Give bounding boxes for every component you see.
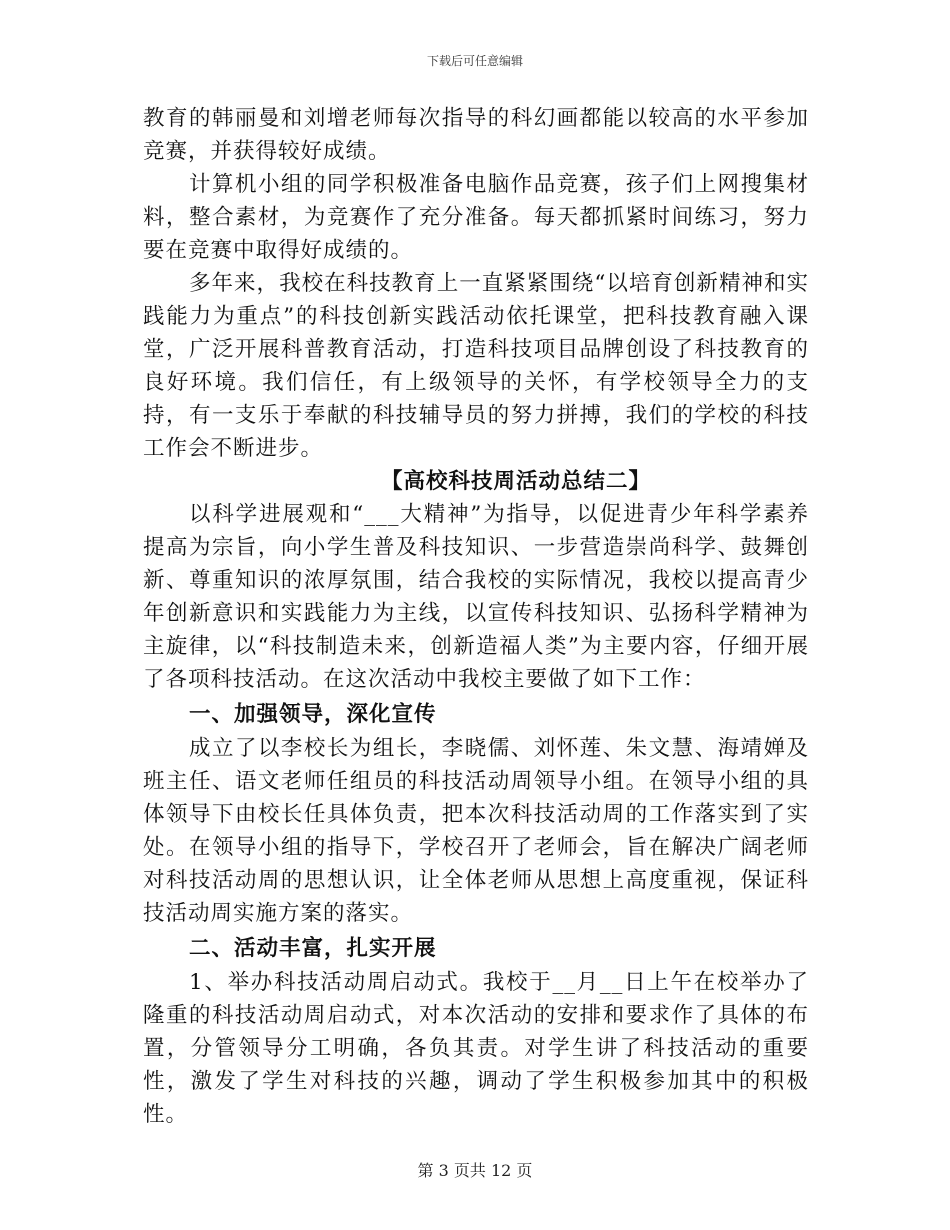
heading-activities: 二、活动丰富，扎实开展 [189, 936, 437, 961]
page-header-note: 下载后可任意编辑 [426, 54, 523, 68]
paragraph-continuation: 教育的韩丽曼和刘增老师每次指导的科幻画都能以较高的水平参加竞赛，并获得较好成绩。 [143, 106, 809, 164]
paragraph-summary: 多年来，我校在科技教育上一直紧紧围绕“以培育创新精神和实践能力为重点”的科技创新实践活动依托课堂，把科技教育融入课堂，广泛开展科普教育活动，打造科技项目品牌创设了科技教育的良好环境。我们信任，有上级领导的关怀，有学校领导全力的支持，有一支乐于奉献的科技辅导员的努力拼搏，我们的学校的科技工作会不断进步。 [143, 271, 809, 461]
page-number-footer: 第 3 页共 12 页 [417, 1161, 533, 1180]
heading-leadership: 一、加强领导，深化宣传 [189, 702, 437, 727]
paragraph-intro: 以科学进展观和“___大精神”为指导，以促进青少年科学素养提高为宗旨，向小学生普及科技知识、一步营造崇尚科学、鼓舞创新、尊重知识的浓厚氛围，结合我校的实际情况，我校以提高青少年创新意识和实践能力为主线，以宣传科技知识、弘扬科学精神为主旋律，以“科技制造未来，创新造福人类”为主要内容，仔细开展了各项科技活动。在这次活动中我校主要做了如下工作： [143, 502, 809, 692]
paragraph-computer-group: 计算机小组的同学积极准备电脑作品竞赛，孩子们上网搜集材料，整合素材，为竞赛作了充分准备。每天都抓紧时间练习，努力要在竞赛中取得好成绩的。 [143, 172, 809, 263]
document-body [143, 102, 809, 1131]
paragraph-activities: 1、举办科技活动周启动式。我校于__月__日上午在校举办了隆重的科技活动周启动式，对本次活动的安排和要求作了具体的布置，分管领导分工明确，各负其责。对学生讲了科技活动的重要性，激发了学生对科技的兴趣，调动了学生积极参加其中的积极性。 [143, 970, 809, 1127]
paragraph-leadership: 成立了以李校长为组长，李晓儒、刘怀莲、朱文慧、海靖婵及班主任、语文老师任组员的科技活动周领导小组。在领导小组的具体领导下由校长任具体负责，把本次科技活动周的工作落实到了实处。在领导小组的指导下，学校召开了老师会，旨在解决广阔老师对科技活动周的思想认识，让全体老师从思想上高度重视，保证科技活动周实施方案的落实。 [143, 736, 809, 926]
section-title: 【高校科技周活动总结二】 [380, 469, 651, 494]
